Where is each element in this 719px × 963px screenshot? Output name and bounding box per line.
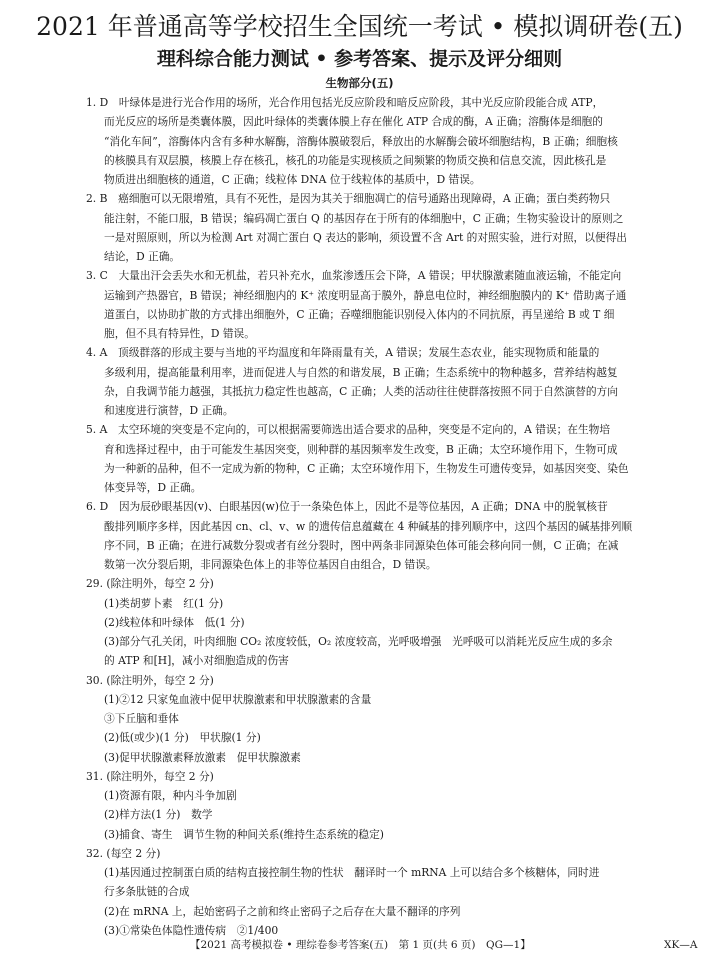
answer-line: (3)促甲状腺激素释放激素 促甲状腺激素 [104, 750, 301, 764]
answer-line: (2)线粒体和叶绿体 低(1 分) [104, 615, 245, 629]
answer-body [86, 93, 705, 940]
answer-line: 4. A 顶级群落的形成主要与当地的平均温度和年降雨量有关，A 错误；发展生态农业，能实现物质和能量的 [86, 346, 600, 360]
answer-line: 序不同，B 正确；在进行减数分裂或者有丝分裂时，图中两条非同源染色体可能会移向同一侧，C 正确；在减 [104, 538, 619, 552]
answer-line: (1)资源有限，种内斗争加剧 [104, 789, 237, 802]
answer-line: 胞，但不具有特异性，D 错误。 [104, 327, 255, 340]
answer-line: 和速度进行演替，D 正确。 [104, 404, 234, 417]
answer-line: (2)样方法(1 分) 数学 [104, 808, 213, 822]
footer-page-info: 【2021 高考模拟卷 • 理综卷参考答案(五) 第 1 页(共 6 页) QG—1】 [190, 939, 531, 951]
answer-line: 3. C 大量出汗会丢失水和无机盐，若只补充水，血浆渗透压会下降，A 错误；甲状腺激素随血液运输，不能定向 [86, 269, 622, 283]
answer-line: ③下丘脑和垂体 [104, 712, 179, 725]
answer-line: (2)在 mRNA 上，起始密码子之前和终止密码子之后存在大量不翻译的序列 [104, 904, 461, 918]
answer-line: 32. (每空 2 分) [86, 846, 161, 860]
footer-code: XK—A [664, 939, 698, 951]
answer-line: 数第一次分裂后期，非同源染色体上的非等位基因自由组合，D 错误。 [104, 558, 437, 571]
answer-line: 的 ATP 和[H]，减小对细胞造成的伤害 [104, 654, 289, 668]
answer-line: 育和选择过程中，由于可能发生基因突变，则种群的基因频率发生改变，B 正确；太空环境作用下，生物可成 [104, 442, 618, 456]
answer-line: 能注射，不能口服，B 错误；编码凋亡蛋白 Q 的基因存在于所有的体细胞中，C 正确；生物实验设计的原则之 [104, 211, 624, 225]
answer-line: 6. D 因为辰砂眼基因(v)、白眼基因(w)位于一条染色体上，因此不是等位基因，A 正确；DNA 中的脱氧核苷 [86, 500, 608, 514]
exam-title: 2021 年普通高等学校招生全国统一考试 • 模拟调研卷(五) [36, 12, 683, 41]
answer-line: (1)类胡萝卜素 红(1 分) [104, 596, 224, 610]
answer-line: 行多条肽链的合成 [104, 885, 190, 899]
answer-line: (2)低(或少)(1 分) 甲状腺(1 分) [104, 731, 261, 745]
answer-line: 酸排列顺序多样，因此基因 cn、cl、v、w 的遗传信息蕴藏在 4 种碱基的排列顺序中，这四个基因的碱基排列顺 [104, 519, 633, 533]
answer-line: (3)①常染色体隐性遗传病 ②1/400 [104, 923, 279, 937]
answer-line: 而光反应的场所是类囊体膜，因此叶绿体的类囊体膜上存在催化 ATP 合成的酶，A 正确；溶酶体是细胞的 [104, 115, 603, 129]
answer-line: 结论，D 正确。 [104, 250, 181, 263]
answer-line: 31. (除注明外，每空 2 分) [86, 769, 214, 783]
section-heading: 生物部分(五) [325, 76, 394, 90]
answer-line: 杂，自我调节能力越强，其抵抗力稳定性也越高，C 正确；人类的活动往往使群落按照不同于自然演替的方向 [104, 384, 618, 398]
answer-line: (3)部分气孔关闭，叶肉细胞 CO₂ 浓度较低，O₂ 浓度较高，光呼吸增强 光呼吸可以消耗光反应生成的多余 [104, 635, 613, 648]
answer-line: 2. B 癌细胞可以无限增殖，具有不死性，是因为其关于细胞凋亡的信号通路出现障碍，A 正确；蛋白类药物只 [86, 192, 611, 206]
answer-line: (1)基因通过控制蛋白质的结构直接控制生物的性状 翻译时一个 mRNA 上可以结合多个核糖体，同时进 [104, 866, 600, 879]
answer-line: 物质进出细胞核的通道，C 正确；线粒体 DNA 位于线粒体的基质中，D 错误。 [104, 173, 481, 186]
page-footer [0, 937, 719, 953]
answer-line: 多级利用，提高能量利用率，进而促进人与自然的和谐发展，B 正确；生态系统中的物种越多，营养结构越复 [104, 365, 618, 379]
answer-line: (3)捕食、寄生 调节生物的种间关系(维持生态系统的稳定) [104, 827, 384, 841]
answer-line: 的核膜具有双层膜，核膜上存在核孔，核孔的功能是实现核质之间频繁的物质交换和信息交流，因此核孔是 [104, 153, 607, 167]
answer-line: 一是对照原则，所以为检测 Art 对凋亡蛋白 Q 表达的影响，须设置不含 Art 的对照实验，进行对照，以便得出 [104, 230, 627, 244]
answer-line: (1)②12 只家兔血液中促甲状腺激素和甲状腺激素的含量 [104, 692, 372, 706]
answer-line: 体变异等，D 正确。 [104, 481, 202, 494]
answer-line: 5. A 太空环境的突变是不定向的，可以根据需要筛选出适合要求的品种，突变是不定向的，A 错误；在生物培 [86, 423, 611, 437]
answer-line: 运输到产热器官，B 错误；神经细胞内的 K⁺ 浓度明显高于膜外，静息电位时，神经细胞膜内的 K⁺ 借助离子通 [104, 288, 627, 302]
answer-line: 道蛋白，以协助扩散的方式排出细胞外，C 正确；吞噬细胞能识别侵入体内的不同抗原，再呈递给 B 或 T 细 [104, 307, 615, 321]
answer-line: 29. (除注明外，每空 2 分) [86, 577, 214, 591]
answer-line: 1. D 叶绿体是进行光合作用的场所，光合作用包括光反应阶段和暗反应阶段，其中光反应阶段能合成 ATP， [86, 96, 604, 109]
answer-line: 为一种新的品种，但不一定成为新的物种，C 正确；太空环境作用下，生物发生可遗传变异，如基因突变、染色 [104, 461, 629, 475]
exam-subtitle: 理科综合能力测试 • 参考答案、提示及评分细则 [156, 48, 563, 70]
answer-line: 30. (除注明外，每空 2 分) [86, 673, 214, 687]
answer-line: “消化车间”，溶酶体内含有多种水解酶，溶酶体膜破裂后，释放出的水解酶会破坏细胞结构，B 正确；细胞核 [104, 134, 618, 148]
